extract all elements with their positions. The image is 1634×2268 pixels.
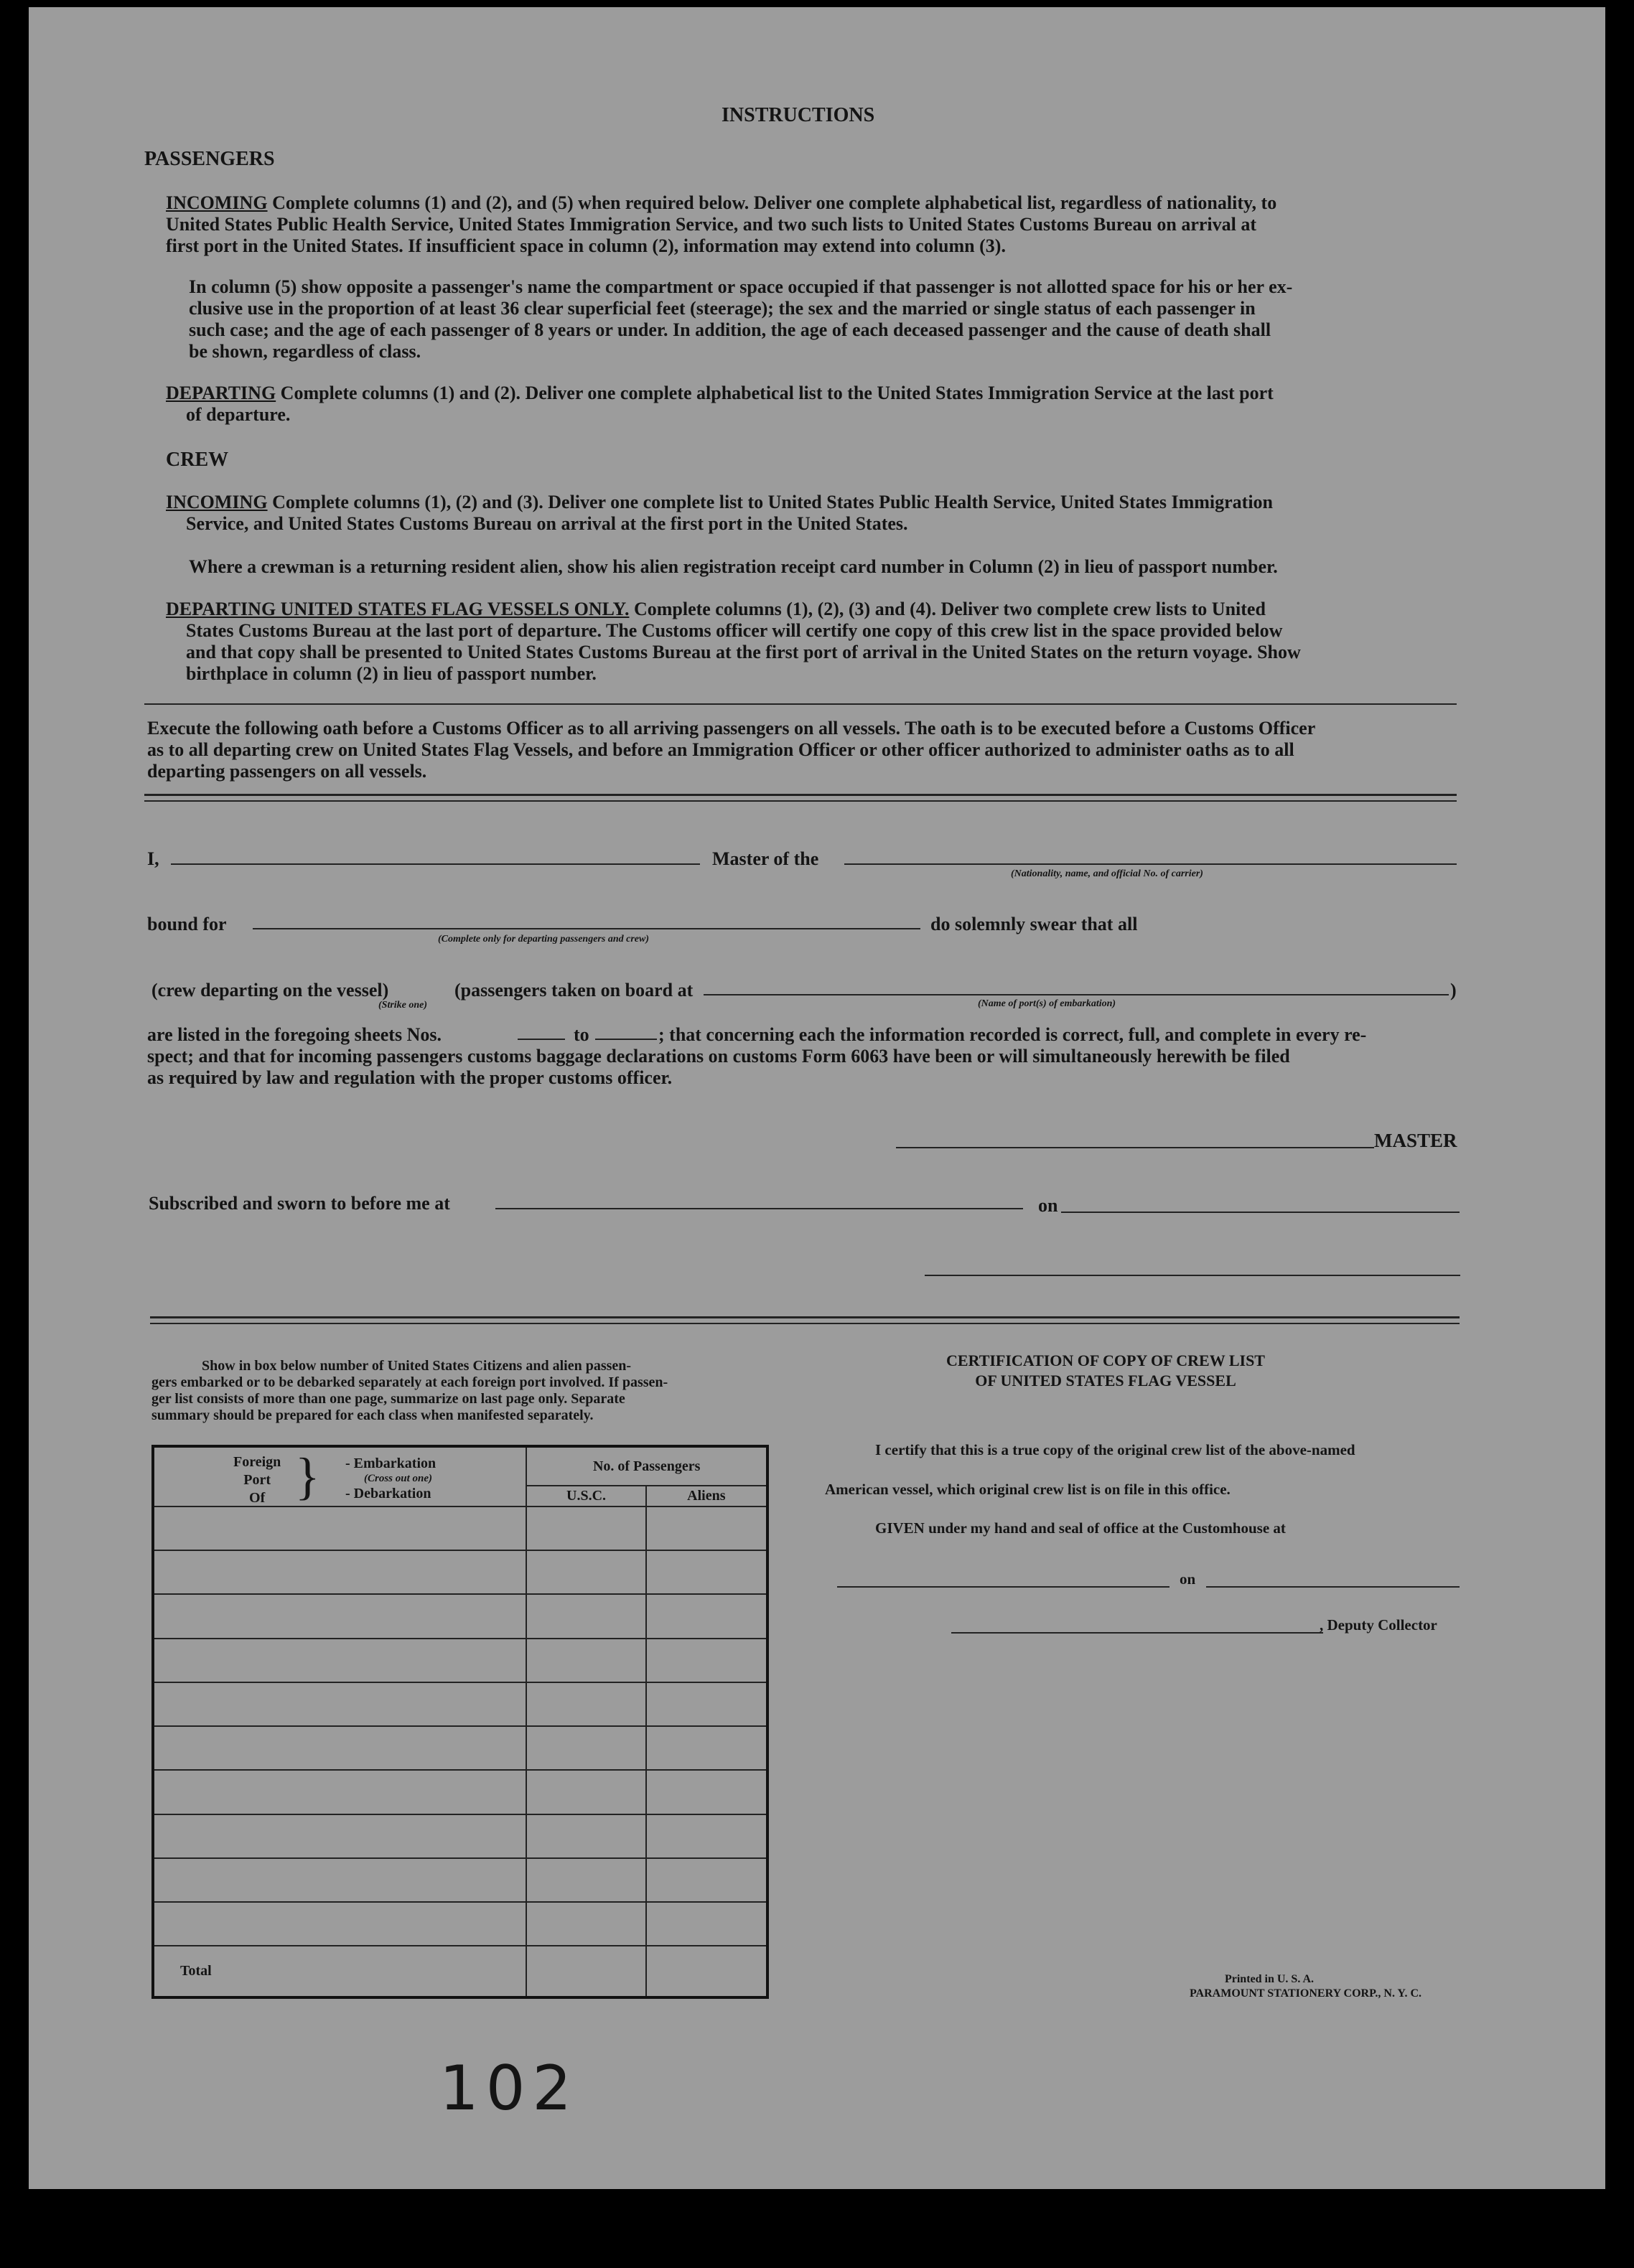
column5-note: In column (5) show opposite a passenger's name the compartment or space occupied if that passenger is not allotted space for his or her ex- clusive use in the proportion of at least 36 clear superficial feet (steerage); the sex and the married or single status of each passenger in such case; and the age of each passenger of 8 years or under. In addition, the age of each deceased passenger and the cause of death shall be shown, regardless of class. bbox=[189, 276, 1293, 362]
deputy-signature-line[interactable] bbox=[951, 1632, 1323, 1634]
total-usc-cell[interactable] bbox=[526, 1946, 645, 1997]
aliens-cell[interactable] bbox=[646, 1726, 767, 1770]
passenger-summary-table bbox=[151, 1445, 769, 1999]
sheet-from-line[interactable] bbox=[518, 1039, 565, 1040]
usc-header: U.S.C. bbox=[526, 1486, 645, 1506]
certification-line-3: GIVEN under my hand and seal of office at the Customhouse at bbox=[875, 1519, 1286, 1537]
passengers-departing-label: DEPARTING bbox=[166, 383, 276, 403]
crewman-note: Where a crewman is a returning resident alien, show his alien registration receipt card number in Column (2) in lieu of passport number. bbox=[189, 556, 1278, 577]
port-cell[interactable] bbox=[153, 1682, 526, 1726]
embark-debark-label: - Embarkation (Cross out one) - Debarkation bbox=[345, 1456, 436, 1501]
port-cell[interactable] bbox=[153, 1770, 526, 1814]
port-header-cell bbox=[153, 1446, 526, 1506]
certification-on: on bbox=[1180, 1570, 1196, 1588]
port-cell[interactable] bbox=[153, 1594, 526, 1638]
master-of-the-label: Master of the bbox=[712, 848, 819, 869]
sheet-to-line[interactable] bbox=[595, 1039, 657, 1040]
aliens-cell[interactable] bbox=[646, 1550, 767, 1594]
usc-cell[interactable] bbox=[526, 1814, 645, 1858]
sworn-on-label: on bbox=[1038, 1195, 1058, 1216]
bound-caption: (Complete only for departing passengers and crew) bbox=[438, 934, 649, 945]
master-signature-line[interactable] bbox=[896, 1147, 1374, 1148]
crew-departing-instructions: DEPARTING UNITED STATES FLAG VESSELS ONLY. Complete columns (1), (2), (3) and (4). Deliver two complete crew lists to United States Customs Bureau at the last port of departure. The Customs officer will certify one copy of this crew list in the space provided below and that copy shall be presented to United States Customs Bureau at the first port of arrival in the United States on the return voyage. Show birthplace in column (2) in lieu of passport number. bbox=[166, 599, 1301, 684]
port-cell[interactable] bbox=[153, 1726, 526, 1770]
sheets-text-4: as required by law and regulation with the proper customs officer. bbox=[147, 1067, 673, 1088]
subscribed-label: Subscribed and sworn to before me at bbox=[149, 1193, 450, 1214]
aliens-cell[interactable] bbox=[646, 1594, 767, 1638]
crew-incoming-instructions: INCOMING Complete columns (1), (2) and (3). Deliver one complete list to United States Public Health Service, United States Immigration Service, and United States Customs Bureau on arrival at the first port in the United States. bbox=[166, 492, 1274, 534]
certification-title: CERTIFICATION OF COPY OF CREW LIST OF UNITED STATES FLAG VESSEL bbox=[946, 1351, 1265, 1390]
total-label: Total bbox=[153, 1946, 526, 1997]
ports-caption: (Name of port(s) of embarkation) bbox=[978, 998, 1116, 1009]
usc-cell[interactable] bbox=[526, 1726, 645, 1770]
summary-instructions: Show in box below number of United States Citizens and alien passen- gers embarked or to be debarked separately at each foreign port involved. If passen- ger list consists of more than one page, summarize on last page only. Separate summary should be prepared for each class when manifested separately. bbox=[151, 1358, 668, 1423]
sheets-to: to bbox=[574, 1024, 589, 1045]
sheets-text-3: spect; and that for incoming passengers customs baggage declarations on customs Form 6063 have been or will simultaneously herewith be filed bbox=[147, 1046, 1290, 1067]
foreign-port-label: Foreign Port Of bbox=[233, 1454, 281, 1506]
carrier-line[interactable] bbox=[844, 863, 1457, 865]
port-cell[interactable] bbox=[153, 1814, 526, 1858]
port-cell[interactable] bbox=[153, 1858, 526, 1902]
passengers-heading: PASSENGERS bbox=[144, 148, 275, 170]
brace-icon: } bbox=[295, 1448, 320, 1505]
passengers-incoming-label: INCOMING bbox=[166, 192, 268, 213]
bound-for-line[interactable] bbox=[253, 928, 920, 929]
usc-cell[interactable] bbox=[526, 1858, 645, 1902]
sheets-text-1: are listed in the foregoing sheets Nos. bbox=[147, 1024, 442, 1045]
section-divider bbox=[144, 703, 1457, 705]
officer-signature-line[interactable] bbox=[925, 1275, 1460, 1276]
aliens-cell[interactable] bbox=[646, 1770, 767, 1814]
sworn-place-line[interactable] bbox=[495, 1208, 1023, 1209]
aliens-cell[interactable] bbox=[646, 1814, 767, 1858]
sworn-date-line[interactable] bbox=[1061, 1212, 1460, 1213]
bound-for-label: bound for bbox=[147, 914, 227, 934]
swear-text: do solemnly swear that all bbox=[930, 914, 1138, 934]
usc-cell[interactable] bbox=[526, 1594, 645, 1638]
deputy-collector-label: , Deputy Collector bbox=[1320, 1616, 1437, 1634]
master-name-line[interactable] bbox=[171, 863, 700, 865]
passengers-departing-instructions: DEPARTING Complete columns (1) and (2). Deliver one complete alphabetical list to the United States Immigration Service at the last port of departure. bbox=[166, 383, 1274, 425]
usc-cell[interactable] bbox=[526, 1506, 645, 1550]
crew-departing-label: DEPARTING UNITED STATES FLAG VESSELS ONLY. bbox=[166, 599, 630, 619]
customhouse-line[interactable] bbox=[837, 1586, 1170, 1588]
oath-i-label: I, bbox=[147, 848, 159, 869]
close-paren: ) bbox=[1450, 980, 1457, 1001]
ports-line[interactable] bbox=[704, 994, 1449, 995]
certification-date-line[interactable] bbox=[1206, 1586, 1460, 1588]
crew-departing-option: (crew departing on the vessel) bbox=[151, 980, 389, 1001]
port-cell[interactable] bbox=[153, 1639, 526, 1682]
usc-cell[interactable] bbox=[526, 1550, 645, 1594]
strike-one-caption: (Strike one) bbox=[378, 1000, 428, 1011]
double-rule bbox=[144, 794, 1457, 802]
port-cell[interactable] bbox=[153, 1506, 526, 1550]
aliens-header: Aliens bbox=[646, 1486, 767, 1506]
handwritten-page-number: 102 bbox=[439, 2053, 579, 2124]
total-aliens-cell[interactable] bbox=[646, 1946, 767, 1997]
crew-incoming-label: INCOMING bbox=[166, 492, 268, 512]
aliens-cell[interactable] bbox=[646, 1902, 767, 1946]
master-label: MASTER bbox=[1374, 1130, 1457, 1151]
carrier-caption: (Nationality, name, and official No. of carrier) bbox=[1011, 868, 1203, 879]
aliens-cell[interactable] bbox=[646, 1506, 767, 1550]
passengers-taken-option: (passengers taken on board at bbox=[454, 980, 694, 1001]
usc-cell[interactable] bbox=[526, 1639, 645, 1682]
usc-cell[interactable] bbox=[526, 1682, 645, 1726]
usc-cell[interactable] bbox=[526, 1902, 645, 1946]
crew-heading: CREW bbox=[166, 449, 229, 471]
aliens-cell[interactable] bbox=[646, 1639, 767, 1682]
no-passengers-header: No. of Passengers bbox=[526, 1446, 767, 1486]
usc-cell[interactable] bbox=[526, 1770, 645, 1814]
passengers-incoming-instructions: INCOMING Complete columns (1) and (2), and (5) when required below. Deliver one complete alphabetical list, regardless of nationality, to United States Public Health Service, United States Immigration Service, and two such lists to United States Customs Bureau on arrival at first port in the United States. If insufficient space in column (2), information may extend into column (3). bbox=[166, 192, 1277, 256]
double-rule-2 bbox=[150, 1316, 1460, 1324]
port-cell[interactable] bbox=[153, 1902, 526, 1946]
certification-line-2: American vessel, which original crew list is on file in this office. bbox=[825, 1481, 1231, 1498]
aliens-cell[interactable] bbox=[646, 1858, 767, 1902]
certification-line-1: I certify that this is a true copy of the original crew list of the above-named bbox=[875, 1441, 1355, 1458]
instructions-heading: INSTRUCTIONS bbox=[722, 104, 875, 126]
port-cell[interactable] bbox=[153, 1550, 526, 1594]
printer-imprint: Printed in U. S. A. PARAMOUNT STATIONERY CORP., N. Y. C. bbox=[1189, 1973, 1421, 2000]
sheets-text-2: ; that concerning each the information recorded is correct, full, and complete in every re- bbox=[658, 1024, 1367, 1045]
oath-instruction: Execute the following oath before a Customs Officer as to all arriving passengers on all vessels. The oath is to be executed before a Customs Officer as to all departing crew on United States Flag Vessels, and before an Immigration Officer or other officer authorized to administer oaths as to all departing passengers on all vessels. bbox=[147, 718, 1316, 782]
aliens-cell[interactable] bbox=[646, 1682, 767, 1726]
